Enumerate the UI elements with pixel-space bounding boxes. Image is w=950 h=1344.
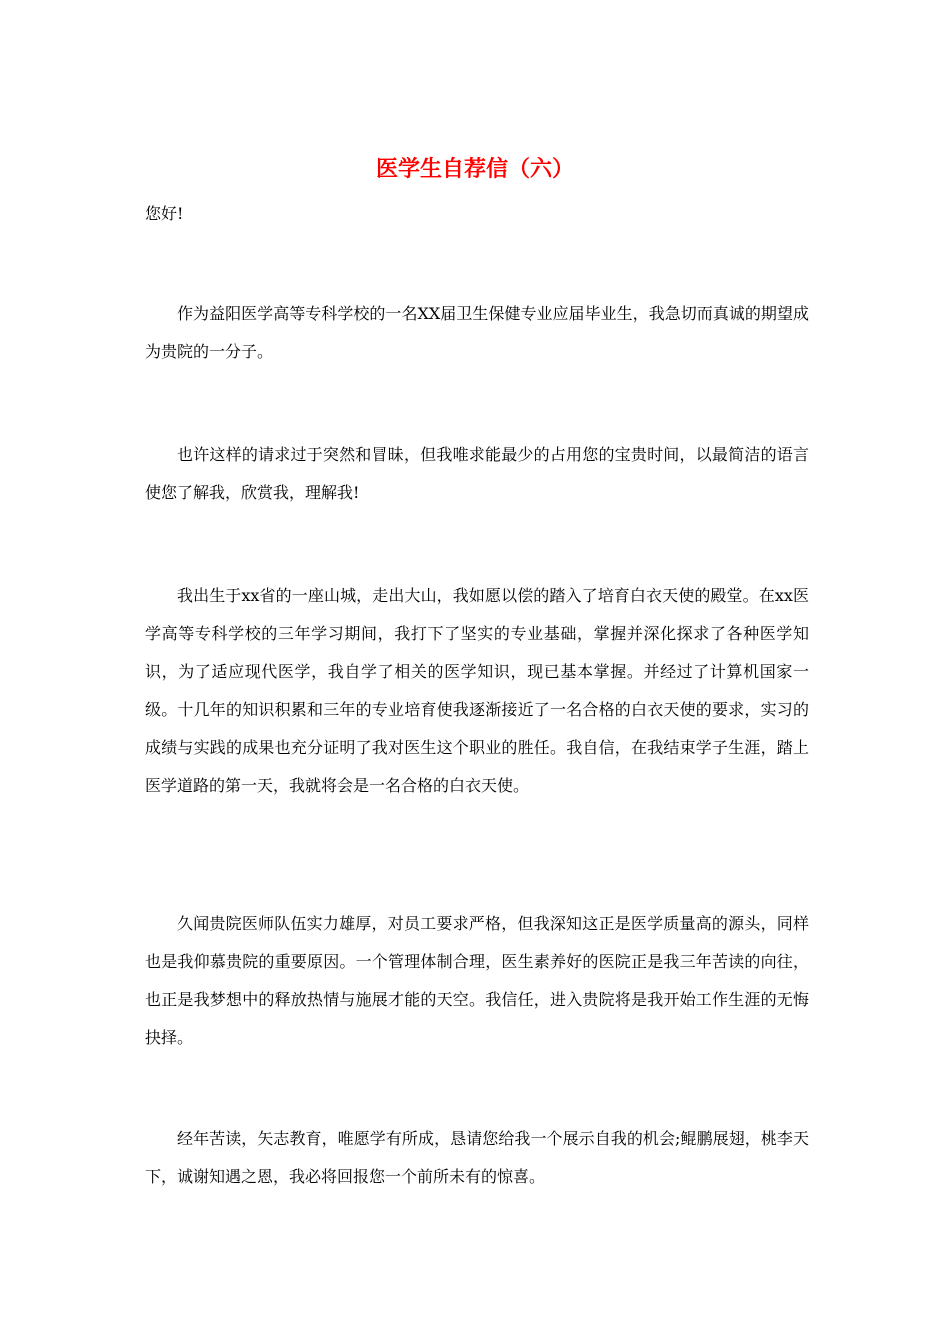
paragraph-2: 也许这样的请求过于突然和冒昧，但我唯求能最少的占用您的宝贵时间，以最简洁的语言使您了解我，欣赏我，理解我! [145, 445, 809, 502]
paragraph-3: 我出生于xx省的一座山城，走出大山，我如愿以偿的踏入了培育白衣天使的殿堂。在xx医学高等专科学校的三年学习期间，我打下了坚实的专业基础，掌握并深化探求了各种医学知识，为了适应现代医学，我自学了相关的医学知识，现已基本掌握。并经过了计算机国家一级。十几年的知识积累和三年的专业培育使我逐渐接近了一名合格的白衣天使的要求，实习的成绩与实践的成果也充分证明了我对医生这个职业的胜任。我自信，在我结束学子生涯，踏上医学道路的第一天，我就将会是一名合格的白衣天使。 [145, 586, 809, 795]
document-title: 医学生自荐信（六） [375, 156, 574, 182]
salutation: 您好! [145, 204, 184, 223]
paragraph-4: 久闻贵院医师队伍实力雄厚，对员工要求严格，但我深知这正是医学质量高的源头，同样也是我仰慕贵院的重要原因。一个管理体制合理，医生素养好的医院正是我三年苦读的向往，也正是我梦想中的释放热情与施展才能的天空。我信任，进入贵院将是我开始工作生涯的无悔抉择。 [145, 914, 809, 1047]
paragraph-1: 作为益阳医学高等专科学校的一名XX届卫生保健专业应届毕业生，我急切而真诚的期望成为贵院的一分子。 [145, 304, 809, 361]
paragraph-5: 经年苦读，矢志教育，唯愿学有所成，恳请您给我一个展示自我的机会;鲲鹏展翅，桃李天下，诚谢知遇之恩，我必将回报您一个前所未有的惊喜。 [145, 1129, 809, 1186]
